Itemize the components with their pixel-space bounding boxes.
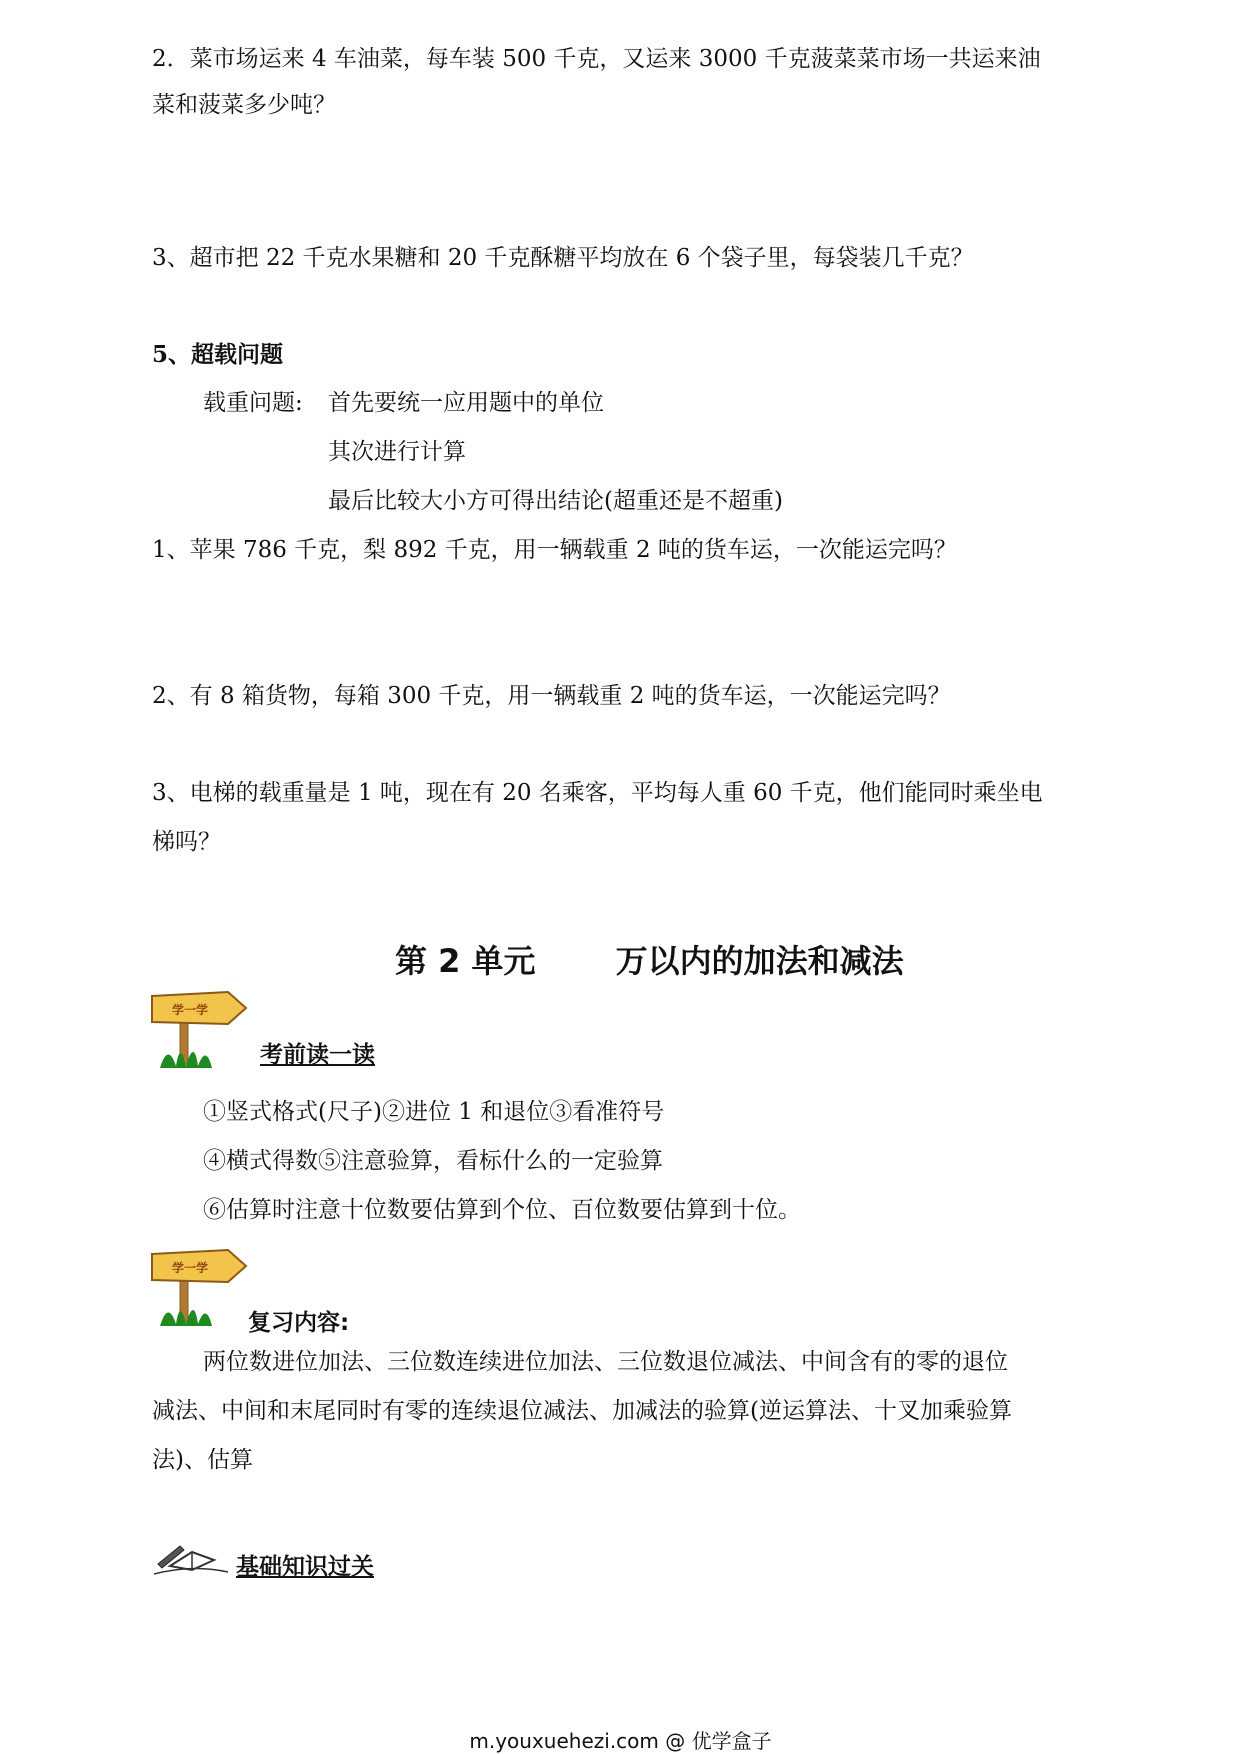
section-heading [152, 340, 283, 370]
method-step: 最后比较大小方可得出结论(超重还是不超重) [328, 488, 783, 514]
book-pen-icon [152, 1536, 232, 1576]
problem-line: 3、电梯的载重量是 1 吨，现在有 20 名乘客，平均每人重 60 千克，他们能同时乘坐电 [152, 780, 1043, 806]
preread-item: ④横式得数⑤注意验算，看标什么的一定验算 [203, 1148, 663, 1174]
section-title: 超载问题 [191, 341, 284, 368]
review-line: 两位数进位加法、三位数连续进位加法、三位数退位减法、中间含有的零的退位 [203, 1349, 1008, 1375]
review-title: 复习内容: [248, 1310, 350, 1336]
problem-line: 2．菜市场运来 4 车油菜，每车装 500 千克，又运来 3000 千克菠菜菜市场一共运来油 [152, 46, 1041, 72]
unit-number: 第 2 单元 [395, 942, 536, 980]
method-label: 载重问题: [203, 390, 303, 416]
footer-watermark: m.youxuehezi.com @ 优学盒子 [469, 1729, 772, 1753]
preread-item: ⑥估算时注意十位数要估算到个位、百位数要估算到十位。 [203, 1197, 801, 1223]
unit-name: 万以内的加法和减法 [615, 942, 904, 980]
method-step: 首先要统一应用题中的单位 [328, 390, 604, 416]
signpost-icon [150, 1240, 250, 1330]
problem-line: 2、有 8 箱货物，每箱 300 千克，用一辆载重 2 吨的货车运，一次能运完吗？ [152, 683, 951, 709]
problem-line: 1、苹果 786 千克，梨 892 千克，用一辆载重 2 吨的货车运，一次能运完吗？ [152, 537, 957, 563]
section-number: 5、 [152, 341, 192, 368]
preread-item: ①竖式格式(尺子)②进位 1 和退位③看准符号 [203, 1099, 665, 1125]
problem-line: 梯吗？ [152, 829, 221, 855]
signpost-icon [150, 982, 250, 1072]
problem-line: 菜和菠菜多少吨？ [152, 92, 336, 118]
review-line: 减法、中间和末尾同时有零的连续退位减法、加减法的验算(逆运算法、十叉加乘验算 [152, 1398, 1012, 1424]
signpost-label: 学一学 [171, 1003, 209, 1017]
problem-line: 3、超市把 22 千克水果糖和 20 千克酥糖平均放在 6 个袋子里，每袋装几千克？ [152, 245, 974, 271]
review-line: 法)、估算 [152, 1447, 253, 1473]
method-step: 其次进行计算 [328, 439, 466, 465]
preread-title: 考前读一读 [260, 1042, 375, 1068]
signpost-label: 学一学 [171, 1261, 209, 1275]
basics-title: 基础知识过关 [236, 1554, 374, 1580]
unit-title [395, 936, 904, 982]
